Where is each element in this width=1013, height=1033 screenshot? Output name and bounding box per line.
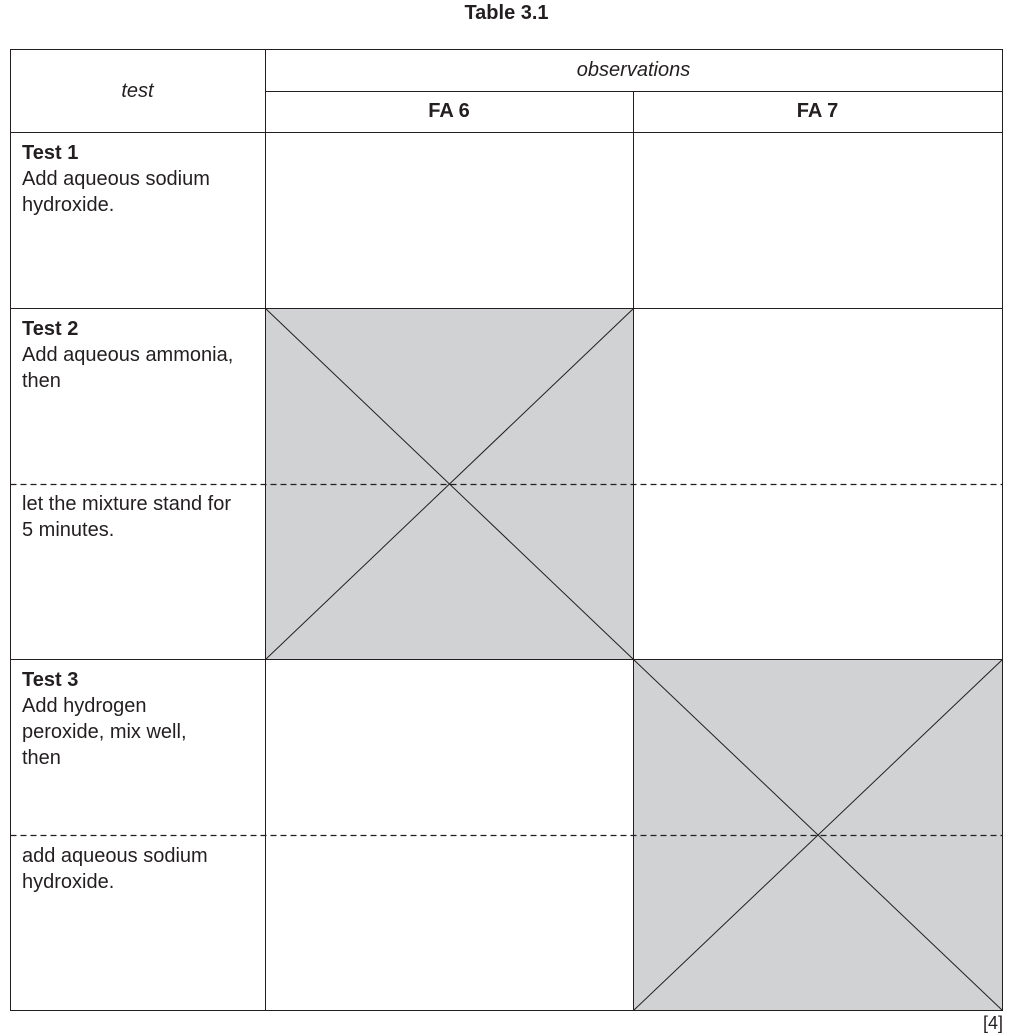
test2-sub-line2: 5 minutes.: [22, 519, 115, 541]
test3-sub-line1: add aqueous sodium: [22, 845, 208, 867]
test3-title: Test 3: [22, 669, 79, 691]
test3-line2: peroxide, mix well,: [22, 721, 187, 743]
marks-label: [4]: [982, 1013, 1003, 1033]
header-fa6: FA 6: [428, 100, 470, 122]
test1-line1: Add aqueous sodium: [22, 168, 210, 190]
test2-line1: Add aqueous ammonia,: [22, 344, 234, 366]
test1-title: Test 1: [22, 142, 79, 164]
test2-line2: then: [22, 370, 61, 392]
table-caption: Table 3.1: [464, 2, 549, 24]
test2-title: Test 2: [22, 318, 79, 340]
test3-line3: then: [22, 747, 61, 769]
test3-line1: Add hydrogen: [22, 695, 147, 717]
header-fa7: FA 7: [796, 100, 839, 122]
header-observations: observations: [576, 59, 691, 81]
header-test: test: [121, 80, 154, 102]
test2-sub-line1: let the mixture stand for: [22, 493, 231, 515]
test1-line2: hydroxide.: [22, 194, 115, 216]
test3-sub-line2: hydroxide.: [22, 871, 115, 893]
